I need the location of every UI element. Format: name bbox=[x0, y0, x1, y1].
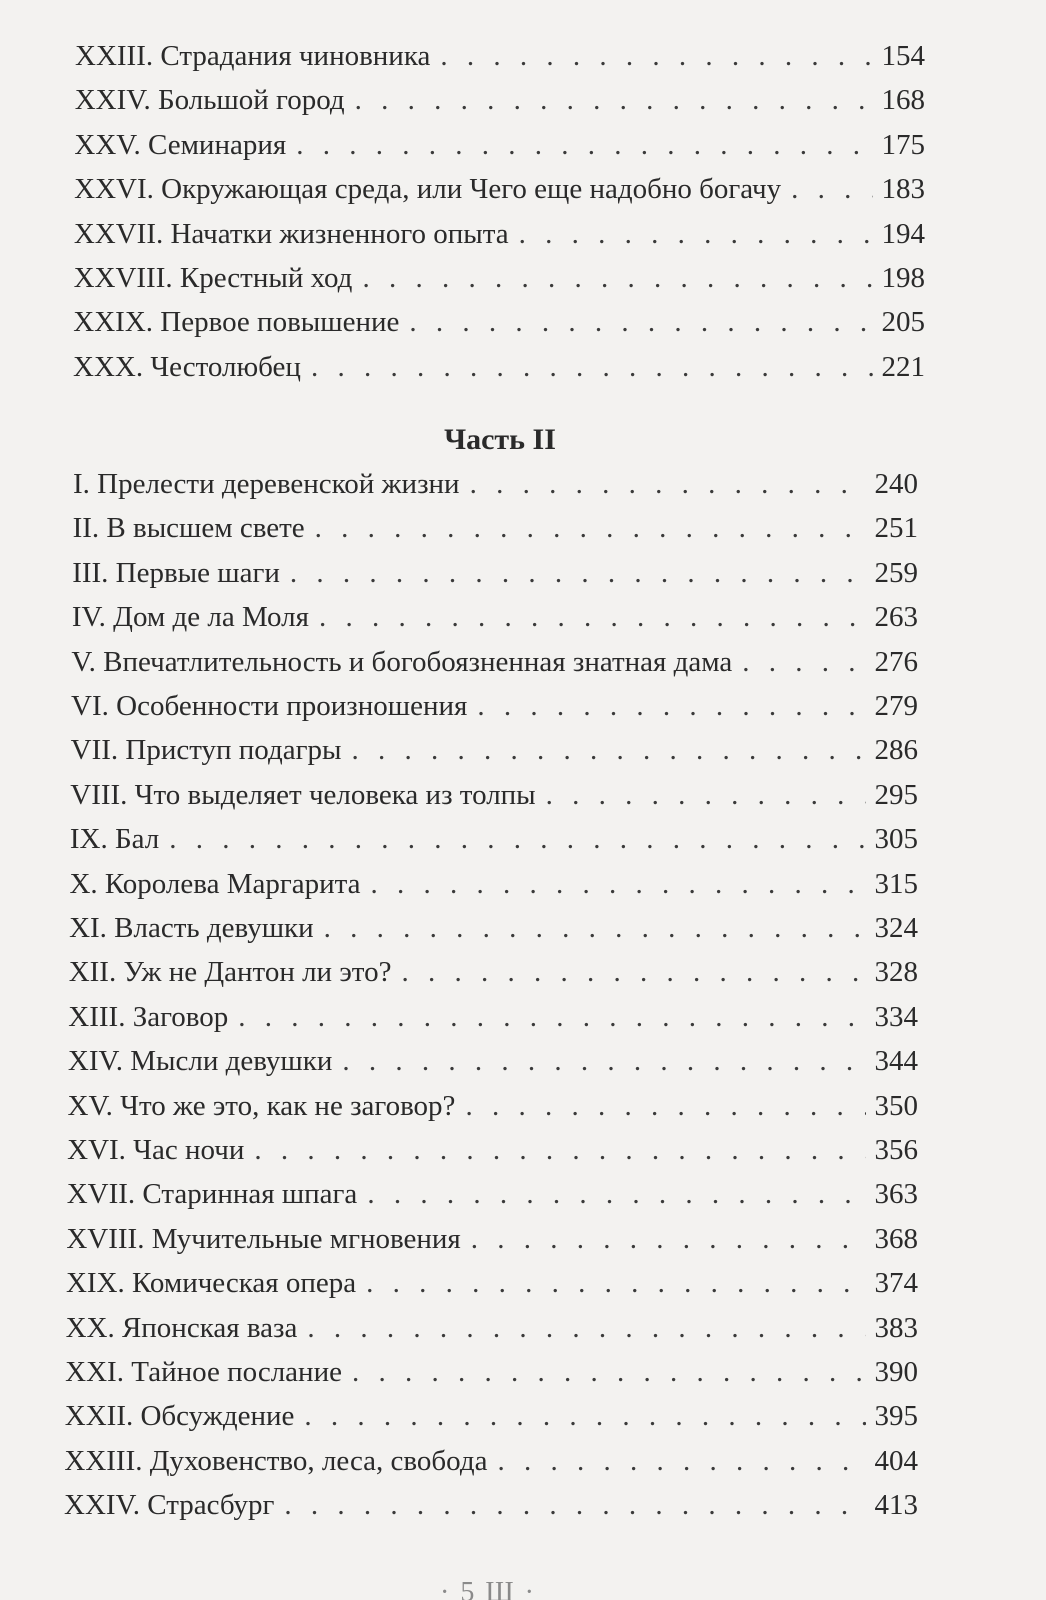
toc-entry bbox=[69, 864, 918, 904]
toc-entry bbox=[73, 347, 925, 387]
dot-leader bbox=[352, 1352, 867, 1392]
dot-leader bbox=[315, 508, 867, 548]
entry-title: XVI. Час ночи bbox=[67, 1134, 245, 1166]
entry-title: XXIX. Первое повышение bbox=[73, 306, 400, 339]
entry-page-number: 194 bbox=[881, 217, 925, 250]
dot-leader bbox=[238, 997, 866, 1037]
toc-entry bbox=[70, 775, 918, 815]
entry-title: XXI. Тайное послание bbox=[65, 1356, 342, 1388]
dot-leader bbox=[284, 1485, 866, 1525]
toc-entry bbox=[67, 1174, 918, 1214]
entry-title: XVIII. Мучительные мгновения bbox=[66, 1222, 461, 1255]
entry-page-number: 374 bbox=[874, 1267, 918, 1300]
entry-title: X. Королева Маргарита bbox=[69, 867, 361, 900]
toc-entry bbox=[68, 1086, 918, 1126]
entry-page-number: 205 bbox=[881, 306, 925, 339]
toc-entry bbox=[72, 597, 918, 637]
entry-page-number: 350 bbox=[874, 1089, 918, 1122]
toc-entry bbox=[66, 1263, 918, 1303]
entry-title: XI. Власть девушки bbox=[69, 912, 314, 944]
entry-title: XII. Уж не Дантон ли это? bbox=[68, 956, 392, 989]
entry-page-number: 305 bbox=[874, 823, 918, 856]
entry-page-number: 413 bbox=[874, 1489, 918, 1522]
entry-title: XXIII. Духовенство, леса, свобода bbox=[64, 1444, 488, 1477]
entry-page-number: 390 bbox=[874, 1356, 918, 1388]
entry-page-number: 344 bbox=[874, 1045, 918, 1078]
entry-title: XV. Что же это, как не заговор? bbox=[67, 1089, 456, 1122]
entry-title: I. Прелести деревенской жизни bbox=[73, 468, 460, 500]
entry-page-number: 168 bbox=[881, 84, 925, 117]
dot-leader bbox=[401, 952, 866, 992]
toc-entry bbox=[68, 1041, 918, 1081]
toc-entry bbox=[71, 730, 918, 770]
toc-entry bbox=[71, 642, 918, 682]
toc-entry bbox=[66, 1219, 918, 1259]
entry-title: XIII. Заговор bbox=[68, 1000, 229, 1033]
toc-entry bbox=[67, 1130, 918, 1170]
dot-leader bbox=[324, 908, 867, 948]
toc-entry bbox=[65, 1352, 918, 1392]
entry-page-number: 198 bbox=[881, 262, 925, 294]
entry-page-number: 263 bbox=[874, 601, 918, 634]
toc-entry bbox=[70, 819, 918, 859]
toc-entry bbox=[71, 686, 918, 726]
dot-leader bbox=[366, 1263, 866, 1303]
entry-page-number: 395 bbox=[874, 1400, 918, 1433]
entry-title: XXIV. Страсбург bbox=[64, 1489, 275, 1522]
entry-page-number: 251 bbox=[874, 512, 918, 545]
toc-entry bbox=[74, 258, 925, 298]
toc-entry bbox=[73, 464, 918, 504]
entry-page-number: 279 bbox=[874, 690, 918, 722]
entry-page-number: 240 bbox=[874, 468, 918, 500]
entry-title: VII. Приступ подагры bbox=[70, 734, 342, 767]
part-2-heading: Часть II bbox=[444, 423, 556, 456]
entry-title: III. Первые шаги bbox=[72, 556, 280, 589]
entry-page-number: 183 bbox=[881, 173, 925, 206]
dot-leader bbox=[367, 1174, 866, 1214]
toc-entry bbox=[73, 508, 918, 548]
dot-leader bbox=[311, 347, 874, 387]
toc-entry bbox=[66, 1308, 918, 1348]
entry-page-number: 259 bbox=[874, 556, 918, 589]
entry-page-number: 295 bbox=[874, 778, 918, 811]
dot-leader bbox=[497, 1441, 866, 1481]
entry-title: V. Впечатлительность и богобоязненная знатная дама bbox=[71, 645, 733, 678]
dot-leader bbox=[470, 464, 867, 504]
entry-title: XX. Японская ваза bbox=[65, 1311, 298, 1344]
entry-page-number: 175 bbox=[881, 128, 925, 161]
entry-page-number: 315 bbox=[874, 867, 918, 900]
entry-title: XXX. Честолюбец bbox=[73, 350, 301, 383]
dot-leader bbox=[471, 1219, 867, 1259]
dot-leader bbox=[465, 1086, 866, 1126]
toc-entry bbox=[69, 952, 918, 992]
toc-entry bbox=[75, 80, 925, 120]
toc-entry bbox=[72, 553, 918, 593]
entry-title: XVII. Старинная шпага bbox=[66, 1178, 358, 1211]
entry-title: II. В высшем свете bbox=[72, 512, 305, 545]
entry-title: VIII. Что выделяет человека из толпы bbox=[70, 778, 536, 811]
entry-title: XIX. Комическая опера bbox=[65, 1267, 357, 1300]
entry-title: XXVII. Начатки жизненного опыта bbox=[73, 217, 509, 250]
entry-title: XXVIII. Крестный ход bbox=[73, 262, 353, 294]
toc-entry bbox=[74, 214, 925, 254]
entry-title: IV. Дом де ла Моля bbox=[71, 601, 309, 634]
toc-entry bbox=[69, 908, 918, 948]
entry-page-number: 221 bbox=[881, 350, 925, 383]
toc-entry bbox=[73, 302, 925, 342]
dot-leader bbox=[351, 730, 866, 770]
dot-leader bbox=[290, 553, 867, 593]
toc-entry bbox=[65, 1396, 918, 1436]
entry-title: XXII. Обсуждение bbox=[64, 1400, 295, 1433]
dot-leader bbox=[355, 80, 874, 120]
toc-entry bbox=[64, 1485, 918, 1525]
toc-entry bbox=[75, 36, 925, 76]
entry-title: VI. Особенности произношения bbox=[71, 690, 468, 722]
dot-leader bbox=[409, 302, 873, 342]
entry-page-number: 363 bbox=[874, 1178, 918, 1211]
toc-entry bbox=[68, 997, 918, 1037]
dot-leader bbox=[304, 1396, 866, 1436]
entry-page-number: 356 bbox=[874, 1134, 918, 1166]
entry-title: IX. Бал bbox=[69, 823, 160, 856]
dot-leader bbox=[169, 819, 866, 859]
dot-leader bbox=[742, 642, 866, 682]
dot-leader bbox=[342, 1041, 866, 1081]
entry-page-number: 383 bbox=[874, 1311, 918, 1344]
entry-title: XIV. Мысли девушки bbox=[67, 1045, 333, 1078]
entry-page-number: 334 bbox=[874, 1000, 918, 1033]
entry-page-number: 324 bbox=[874, 912, 918, 944]
entry-title: XXVI. Окружающая среда, или Чего еще надобно богачу bbox=[74, 173, 782, 206]
entry-page-number: 404 bbox=[874, 1444, 918, 1477]
dot-leader bbox=[440, 36, 873, 76]
entry-page-number: 276 bbox=[874, 645, 918, 678]
dot-leader bbox=[254, 1130, 866, 1170]
entry-title: XXIV. Большой город bbox=[74, 84, 345, 117]
toc-entry bbox=[74, 125, 925, 165]
dot-leader bbox=[791, 169, 873, 209]
toc-entry bbox=[64, 1441, 918, 1481]
entry-title: XXIII. Страдания чиновника bbox=[75, 40, 431, 72]
entry-page-number: 368 bbox=[874, 1222, 918, 1255]
cropped-footer-text: · 5 Ш · bbox=[440, 1577, 536, 1600]
dot-leader bbox=[519, 214, 874, 254]
dot-leader bbox=[546, 775, 867, 815]
dot-leader bbox=[362, 258, 873, 298]
entry-page-number: 154 bbox=[881, 40, 925, 72]
dot-leader bbox=[477, 686, 866, 726]
dot-leader bbox=[296, 125, 873, 165]
toc-entry bbox=[74, 169, 925, 209]
entry-title: XXV. Семинария bbox=[74, 128, 287, 161]
dot-leader bbox=[307, 1308, 866, 1348]
dot-leader bbox=[319, 597, 867, 637]
entry-page-number: 328 bbox=[874, 956, 918, 989]
dot-leader bbox=[371, 864, 867, 904]
entry-page-number: 286 bbox=[874, 734, 918, 767]
